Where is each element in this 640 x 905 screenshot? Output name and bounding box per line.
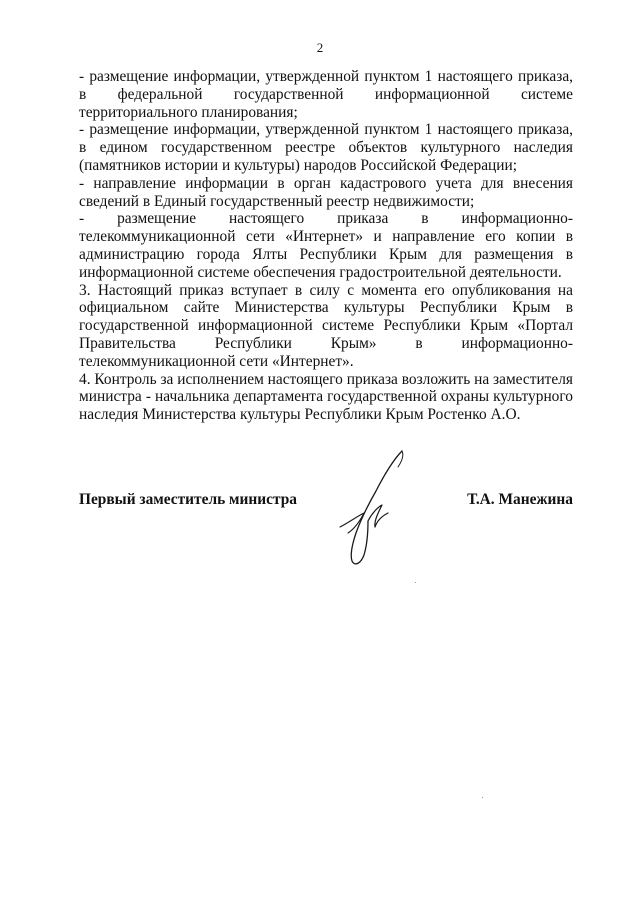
paragraph-gis-territorial-planning: - размещение информации, утвержденной пунктом 1 настоящего приказа, в федеральной государственной информационной системе территориального планирования; [79, 68, 573, 121]
signature-block [79, 490, 573, 514]
signer-title: Первый заместитель министра [79, 491, 297, 508]
signer-name: Т.А. Манежина [467, 491, 573, 508]
handwritten-signature [328, 447, 412, 572]
paragraph-effective-date: 3. Настоящий приказ вступает в силу с момента его опубликования на официальном сайте Министерства культуры Республики Крым в государственной информационной системе Республики Крым «Портал Правительства Республики Крым» в информационно-телекоммуникационной сети «Интернет». [79, 281, 573, 370]
paragraph-internet-publication: - размещение настоящего приказа в информационно-телекоммуникационной сети «Интернет» и направление его копии в администрацию города Ялты Республики Крым для размещения в информационной системе обеспечения градостроительной деятельности. [79, 210, 573, 281]
paragraph-cultural-heritage-registry: - размещение информации, утвержденной пунктом 1 настоящего приказа, в едином государственном реестре объектов культурного наследия (памятников истории и культуры) народов Российской Федерации; [79, 121, 573, 174]
scan-speck [482, 797, 483, 798]
page-number: 2 [316, 40, 324, 55]
scan-speck [415, 582, 416, 583]
document-body [79, 68, 573, 424]
paragraph-cadastral-registry: - направление информации в орган кадастрового учета для внесения сведений в Единый государственный реестр недвижимости; [79, 174, 573, 210]
paragraph-control: 4. Контроль за исполнением настоящего приказа возложить на заместителя министра - начальника департамента государственной охраны культурного наследия Министерства культуры Республики Крым Ростенко А.О. [79, 370, 574, 424]
